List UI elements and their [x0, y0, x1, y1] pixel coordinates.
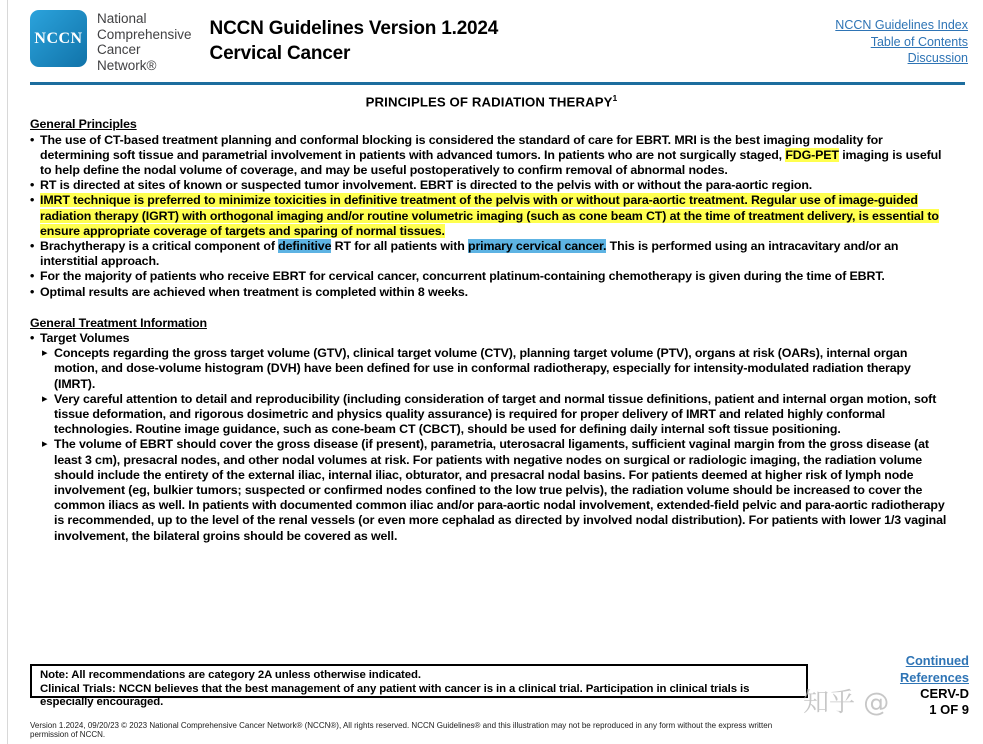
- section-heading-general-principles: General Principles: [30, 117, 137, 132]
- sub-bullet-text: Very careful attention to detail and reproducibility (including consideration of target and normal tissue definitions, patient and internal organ motion, soft tissue deformation, and rigorous dosimetric and physics quality assurance) is required for proper delivery of IMRT and related highly conformal technologies. Routine image guidance, such as cone-beam CT (CBCT), should be used for defining daily internal soft tissue positioning.: [54, 391, 937, 437]
- note-text: Note: All recommendations are category 2A unless otherwise indicated.: [40, 669, 421, 681]
- sub-bullet-text: The volume of EBRT should cover the gross disease (if present), parametria, uterosacral ligaments, sufficient vaginal margin from the gross disease (at least 3 cm), presacral nodes, and other nodal volumes at risk. For patients with negative nodes on surgical or radiologic imaging, the radiation volume should include the entirety of the external iliac, internal iliac, obturator, and presacral nodal basins. For patients deemed at higher risk of lymph node involvement (eg, bulkier tumors; suspected or confirmed nodes confined to the low true pelvis), the radiation volume should be increased to cover the common iliacs as well. In patients with documented common iliac and/or para-aortic nodal involvement, extended-field pelvic and para-aortic radiotherapy is recommended, up to the level of the renal vessels (or even more cephalad as directed by involved nodal distribution). For patients with lower 1/3 vaginal involvement, the bilateral groins should be covered as well.: [54, 437, 947, 543]
- sub-bullet-item: [42, 392, 950, 438]
- bullet-item: [30, 193, 950, 239]
- highlighted-text: primary cervical cancer.: [468, 239, 607, 254]
- guidelines-version-title: NCCN Guidelines Version 1.2024: [209, 18, 499, 39]
- bullet-text: [40, 178, 812, 192]
- note-box: [30, 664, 808, 708]
- bullet-item: [30, 269, 950, 284]
- org-name-line: National: [97, 11, 147, 26]
- text-segment: RT is directed at sites of known or suspected tumor involvement. EBRT is directed to the pelvis with or without the para-aortic region.: [40, 178, 813, 193]
- sub-bullet-item: [42, 346, 950, 392]
- highlighted-text: IMRT technique is preferred to minimize toxicities in definitive treatment of the pelvis with or without para-aortic treatment. Regular use of image-guided radiation therapy (IGRT) with orthogonal imaging and/or routine volumetric imaging (such as cone beam CT) at the time of treatment delivery, is essential to ensure appropriate coverage of targets and sparing of normal tissues.: [40, 193, 939, 238]
- sub-bullet-marker: ▸: [42, 391, 48, 405]
- continued-link[interactable]: Continued: [905, 653, 969, 668]
- link-discussion[interactable]: Discussion: [907, 51, 968, 65]
- sub-bullet-text: Concepts regarding the gross target volume (GTV), clinical target volume (CTV), planning target volume (PTV), organs at risk (OARs), internal organ motion, and dose-volume histogram (DVH) have been defined for use in conformal radiotherapy, especially for intensity-modulated radiation therapy (IMRT).: [54, 346, 911, 391]
- text-segment: imaging is useful to help define the nodal volume of coverage, and may be useful postoperatively to confirm removal of abnormal nodes.: [40, 147, 942, 177]
- sub-bullet-marker: ▸: [42, 437, 48, 451]
- page-title: [0, 93, 983, 109]
- org-name-line: Cancer: [97, 42, 141, 57]
- text-segment: For the majority of patients who receive EBRT for cervical cancer, concurrent platinum-containing chemotherapy is given during the time of EBRT.: [40, 269, 885, 284]
- section-heading-general-treatment-information: General Treatment Information: [30, 315, 207, 330]
- bullet-item-target-volumes: [30, 331, 950, 346]
- references-link[interactable]: References: [899, 670, 969, 685]
- bullet-text: [40, 285, 468, 299]
- page-id-block: [920, 686, 969, 717]
- document-body: [30, 117, 950, 543]
- page-edge-line: [7, 0, 8, 744]
- bullet-marker: •: [30, 284, 35, 299]
- nccn-logo: [30, 10, 87, 67]
- text-segment: Brachytherapy is a critical component of: [40, 239, 279, 254]
- text-segment: Optimal results are achieved when treatment is completed within 8 weeks.: [40, 284, 468, 299]
- bullet-item: [30, 239, 950, 269]
- text-segment: This is performed using an intracavitary and/or an interstitial approach.: [40, 239, 899, 269]
- footnote-reference: 1: [612, 93, 618, 103]
- page-title-text: PRINCIPLES OF RADIATION THERAPY: [365, 94, 613, 110]
- copyright-text: Version 1.2024, 09/20/23 © 2023 National Comprehensive Cancer Network® (NCCN®), All rights reserved. NCCN Guidelines® and this illustration may not be reproduced in any form without the express written permission of NCCN.: [30, 721, 773, 739]
- page-number-label: 1 OF 9: [929, 701, 969, 717]
- highlighted-text: definitive: [278, 239, 332, 254]
- zhihu-watermark: 知乎 @: [803, 688, 890, 718]
- link-table-of-contents[interactable]: Table of Contents: [870, 34, 968, 49]
- title-block: [210, 10, 499, 66]
- footer-links: [900, 652, 969, 686]
- bullet-text: [40, 239, 898, 268]
- page-code-label: CERV-D: [920, 686, 969, 701]
- text-segment: The use of CT-based treatment planning and conformal blocking is considered the standard of care for EBRT. MRI is the best imaging modality for determining soft tissue and parametrial involvement in patients with advanced tumors. In patients who are not surgically staged,: [40, 132, 883, 162]
- org-name-line: Comprehensive: [97, 26, 192, 42]
- nccn-logo-text: NCCN: [34, 29, 83, 47]
- bullet-marker: •: [30, 178, 35, 193]
- bullet-item: [30, 133, 950, 179]
- page-header: [0, 0, 983, 73]
- bullet-marker: •: [30, 331, 35, 346]
- cancer-type-title: Cervical Cancer: [209, 43, 351, 64]
- bullet-marker: •: [30, 239, 35, 254]
- bullet-text: [40, 193, 939, 237]
- org-name-line: Network®: [97, 57, 157, 73]
- bullet-marker: •: [30, 193, 35, 208]
- bullet-text: Target Volumes: [40, 331, 130, 346]
- bullet-marker: •: [30, 269, 35, 284]
- highlighted-text: FDG-PET: [785, 147, 839, 162]
- header-nav: [835, 10, 968, 67]
- bullet-item: [30, 285, 950, 300]
- org-name: [97, 10, 192, 73]
- link-guidelines-index[interactable]: NCCN Guidelines Index: [835, 18, 968, 32]
- bullet-text: [40, 133, 941, 177]
- bullet-marker: •: [30, 132, 35, 147]
- clinical-trials-text: Clinical Trials: NCCN believes that the best management of any patient with cancer is in a clinical trial. Participation in clinical trials is especially encouraged.: [40, 682, 750, 708]
- text-segment: RT for all patients with: [331, 239, 468, 254]
- bullet-item: [30, 178, 950, 193]
- header-divider: [30, 82, 965, 85]
- bullet-text: [40, 269, 885, 283]
- sub-bullet-marker: ▸: [42, 346, 48, 360]
- sub-bullet-item: [42, 437, 950, 543]
